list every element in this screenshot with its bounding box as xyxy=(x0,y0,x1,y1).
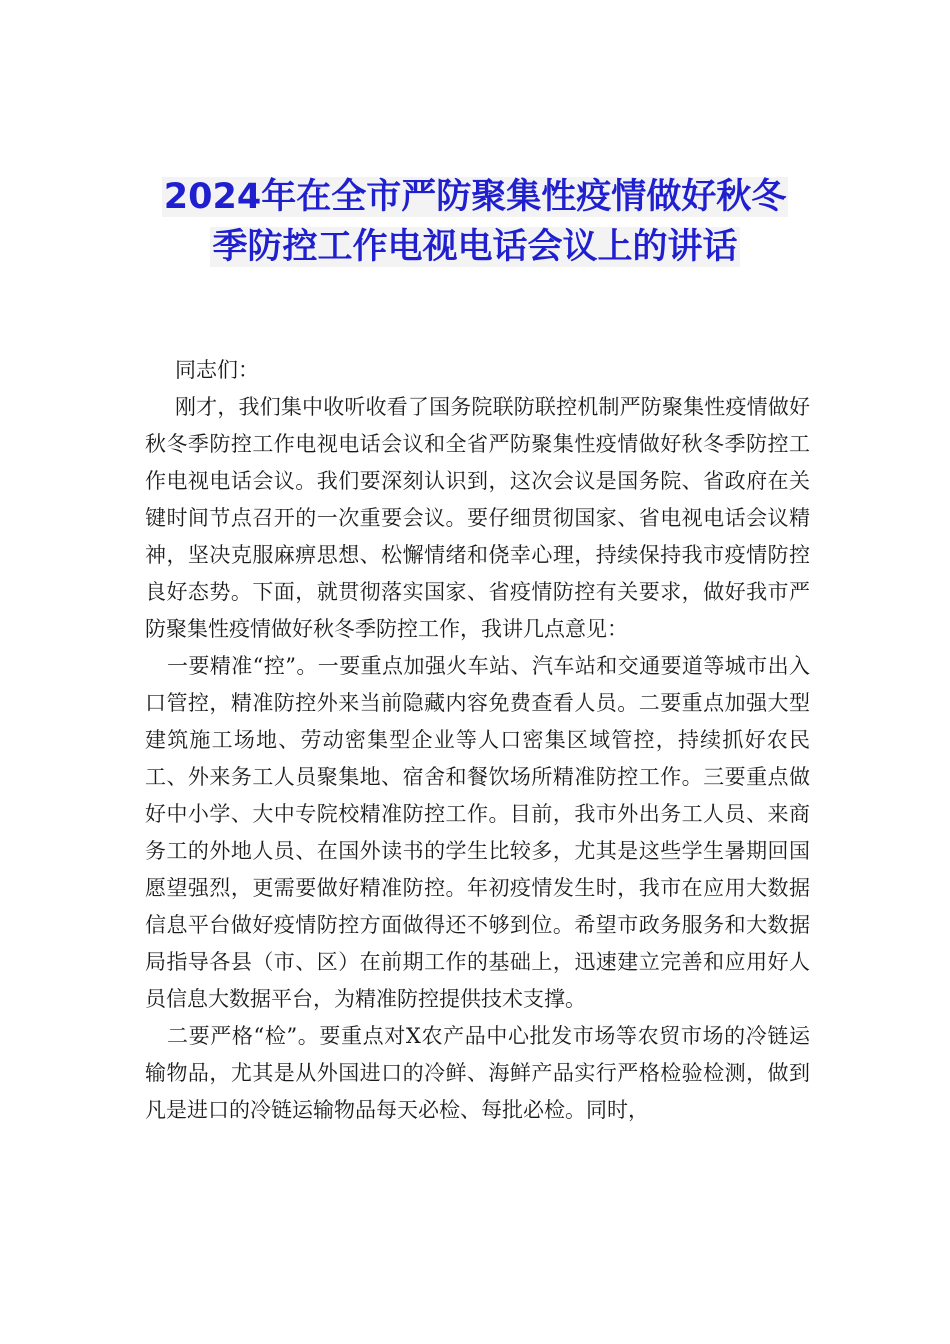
greeting: 同志们： xyxy=(175,358,259,382)
paragraph-inspection: 二要严格“检”。要重点对X农产品中心批发市场等农贸市场的冷链运输物品，尤其是从外国进口的冷鲜、海鲜产品实行严格检验检测，做到凡是进口的冷链运输物品每天必检、每批必检。同时， xyxy=(145,1024,810,1122)
title-line-2: 季防控工作电视电话会议上的讲话 xyxy=(212,227,738,267)
paragraph-intro: 刚才，我们集中收听收看了国务院联防联控机制严防聚集性疫情做好秋冬季防控工作电视电话会议和全省严防聚集性疫情做好秋冬季防控工作电视电话会议。我们要深刻认识到，这次会议是国务院、省政府在关键时间节点召开的一次重要会议。要仔细贯彻国家、省电视电话会议精神，坚决克服麻痹思想、松懈情绪和侥幸心理，持续保持我市疫情防控良好态势。下面，就贯彻落实国家、省疫情防控有关要求，做好我市严防聚集性疫情做好秋冬季防控工作，我讲几点意见： xyxy=(145,395,810,641)
document-title xyxy=(140,172,810,272)
paragraph-control: 一要精准“控”。一要重点加强火车站、汽车站和交通要道等城市出入口管控，精准防控外来当前隐藏内容免费查看人员。二要重点加强大型建筑施工场地、劳动密集型企业等人口密集区域管控，持续抓好农民工、外来务工人员聚集地、宿舍和餐饮场所精准防控工作。三要重点做好中小学、大中专院校精准防控工作。目前，我市外出务工人员、来商务工的外地人员、在国外读书的学生比较多，尤其是这些学生暑期回国愿望强烈，更需要做好精准防控。年初疫情发生时，我市在应用大数据信息平台做好疫情防控方面做得还不够到位。希望市政务服务和大数据局指导各县（市、区）在前期工作的基础上，迅速建立完善和应用好人员信息大数据平台，为精准防控提供技术支撑。 xyxy=(145,654,810,1011)
document-body xyxy=(145,352,810,1129)
title-line-1: 2024年在全市严防聚集性疫情做好秋冬 xyxy=(163,177,787,217)
